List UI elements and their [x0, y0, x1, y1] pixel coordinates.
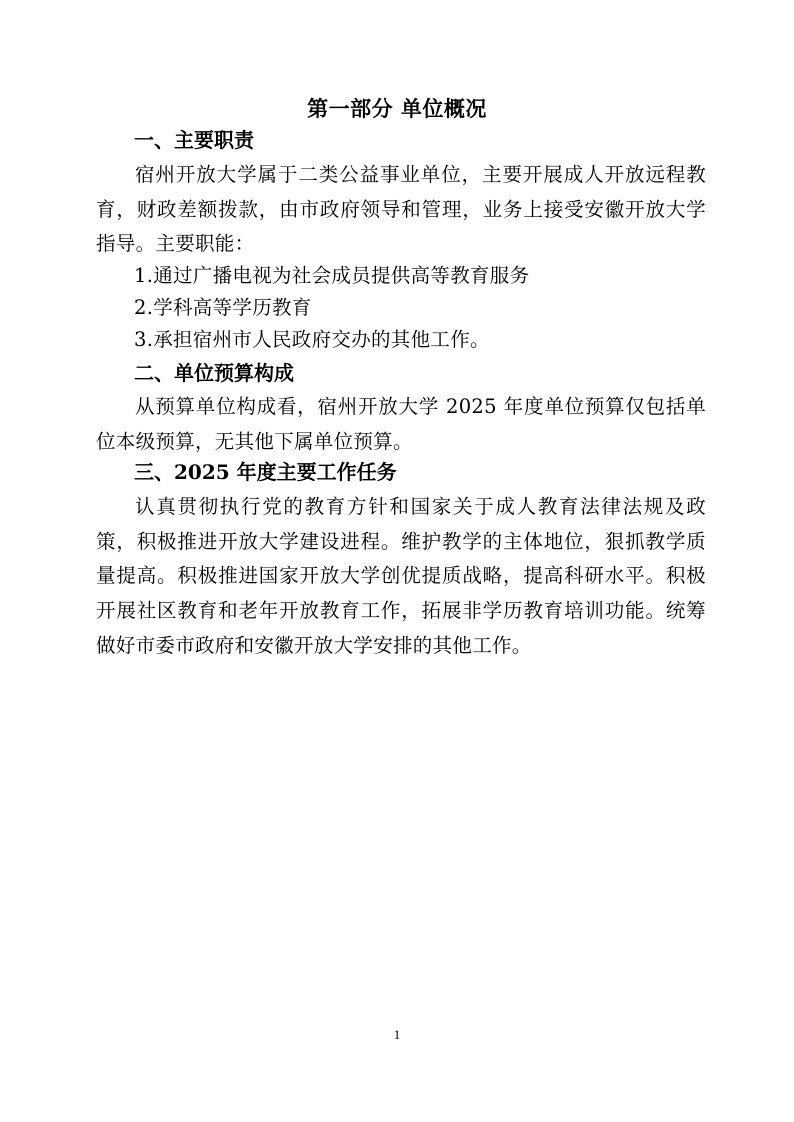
section-heading-tasks: 三、2025 年度主要工作任务	[134, 460, 397, 484]
list-item-duty-1: 1.通过广播电视为社会成员提供高等教育服务	[134, 264, 530, 287]
section-heading-budget-structure: 二、单位预算构成	[134, 361, 294, 385]
page-title: 第一部分 单位概况	[307, 96, 487, 121]
page-number: 1	[393, 1027, 401, 1042]
paragraph-tasks: 认真贯彻执行党的教育方针和国家关于成人教育法律法规及政策，积极推进开放大学建设进程。维护教学的主体地位，狠抓教学质量提高。积极推进国家开放大学创优提质战略，提高科研水平。积极开展社区教育和老年开放教育工作，拓展非学历教育培训功能。统筹做好市委市政府和安徽开放大学安排的其他工作。	[96, 495, 706, 657]
paragraph-budget-structure: 从预算单位构成看，宿州开放大学 2025 年度单位预算仅包括单位本级预算，无其他下属单位预算。	[96, 395, 706, 453]
paragraph-duties: 宿州开放大学属于二类公益事业单位，主要开展成人开放远程教育，财政差额拨款，由市政府领导和管理，业务上接受安徽开放大学指导。主要职能：	[96, 163, 706, 256]
section-heading-duties: 一、主要职责	[134, 128, 254, 152]
list-item-duty-3: 3.承担宿州市人民政府交办的其他工作。	[134, 328, 490, 351]
list-item-duty-2: 2.学科高等学历教育	[134, 296, 312, 319]
